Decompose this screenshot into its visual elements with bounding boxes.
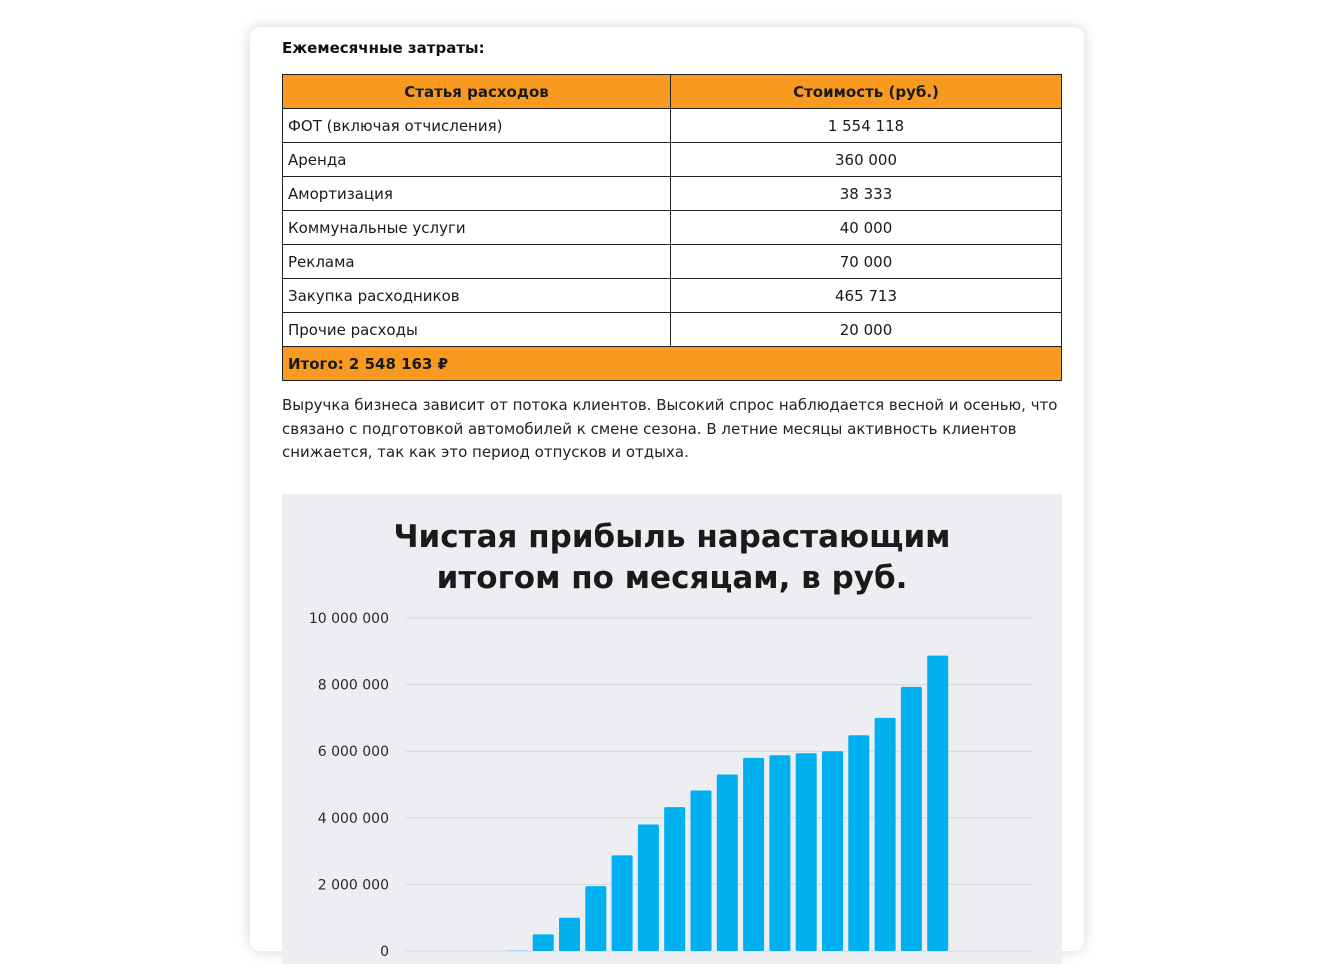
- total-value: Итого: 2 548 163 ₽: [283, 347, 1062, 381]
- chart-bar: [875, 718, 896, 951]
- table-row: [283, 109, 1062, 143]
- y-tick-label: 0: [380, 944, 389, 960]
- costs-table: [282, 74, 1062, 381]
- content-card: [250, 27, 1084, 960]
- chart-bar: [612, 855, 633, 951]
- expense-cost: 360 000: [671, 143, 1062, 177]
- table-header-row: [283, 75, 1062, 109]
- table-row: [283, 177, 1062, 211]
- chart-title-line-1: Чистая прибыль нарастающим: [393, 519, 951, 555]
- table-row: [283, 279, 1062, 313]
- chart-bar: [691, 791, 712, 952]
- expense-cost: 40 000: [671, 211, 1062, 245]
- y-axis-ticks: [309, 611, 389, 960]
- expense-item: Прочие расходы: [283, 313, 671, 347]
- profit-chart-svg: [282, 494, 1062, 964]
- chart-bar: [901, 687, 922, 951]
- table-row: [283, 143, 1062, 177]
- table-row: [283, 245, 1062, 279]
- table-row: [283, 313, 1062, 347]
- chart-bar: [664, 807, 685, 951]
- chart-bars: [506, 656, 948, 951]
- chart-bar: [796, 753, 817, 951]
- expense-cost: 20 000: [671, 313, 1062, 347]
- chart-bar: [717, 775, 738, 952]
- total-row: [283, 347, 1062, 381]
- expense-cost: 1 554 118: [671, 109, 1062, 143]
- chart-bar: [559, 918, 580, 951]
- expense-item: ФОТ (включая отчисления): [283, 109, 671, 143]
- chart-bar: [822, 751, 843, 951]
- chart-bar: [533, 934, 554, 951]
- table-row: [283, 211, 1062, 245]
- y-tick-label: 10 000 000: [308, 611, 389, 627]
- expense-item: Коммунальные услуги: [283, 211, 671, 245]
- y-tick-label: 6 000 000: [317, 744, 389, 761]
- chart-title-line-2: итогом по месяцам, в руб.: [436, 560, 908, 596]
- expense-item: Аренда: [283, 143, 671, 177]
- expense-item: Реклама: [283, 245, 671, 279]
- expense-cost: 465 713: [671, 279, 1062, 313]
- chart-bar: [848, 735, 869, 951]
- column-header-item: Статья расходов: [283, 75, 671, 109]
- expense-cost: 38 333: [671, 177, 1062, 211]
- revenue-paragraph: Выручка бизнеса зависит от потока клиентов. Высокий спрос наблюдается весной и осенью, что связано с подготовкой автомобилей к смене сезона. В летние месяцы активность клиентов снижается, так как это период отпусков и отдыха.: [282, 396, 1058, 461]
- y-tick-label: 4 000 000: [317, 810, 389, 827]
- expense-item: Амортизация: [283, 177, 671, 211]
- chart-bar: [927, 656, 948, 951]
- chart-bar: [769, 755, 790, 951]
- chart-bar: [638, 825, 659, 952]
- expense-cost: 70 000: [671, 245, 1062, 279]
- chart-bar: [743, 758, 764, 951]
- chart-bar: [585, 886, 606, 951]
- profit-chart: [282, 494, 1062, 964]
- column-header-cost: Стоимость (руб.): [671, 75, 1062, 109]
- expense-item: Закупка расходников: [283, 279, 671, 313]
- y-tick-label: 2 000 000: [317, 877, 389, 894]
- y-tick-label: 8 000 000: [317, 677, 389, 694]
- section-heading: Ежемесячные затраты:: [282, 39, 485, 57]
